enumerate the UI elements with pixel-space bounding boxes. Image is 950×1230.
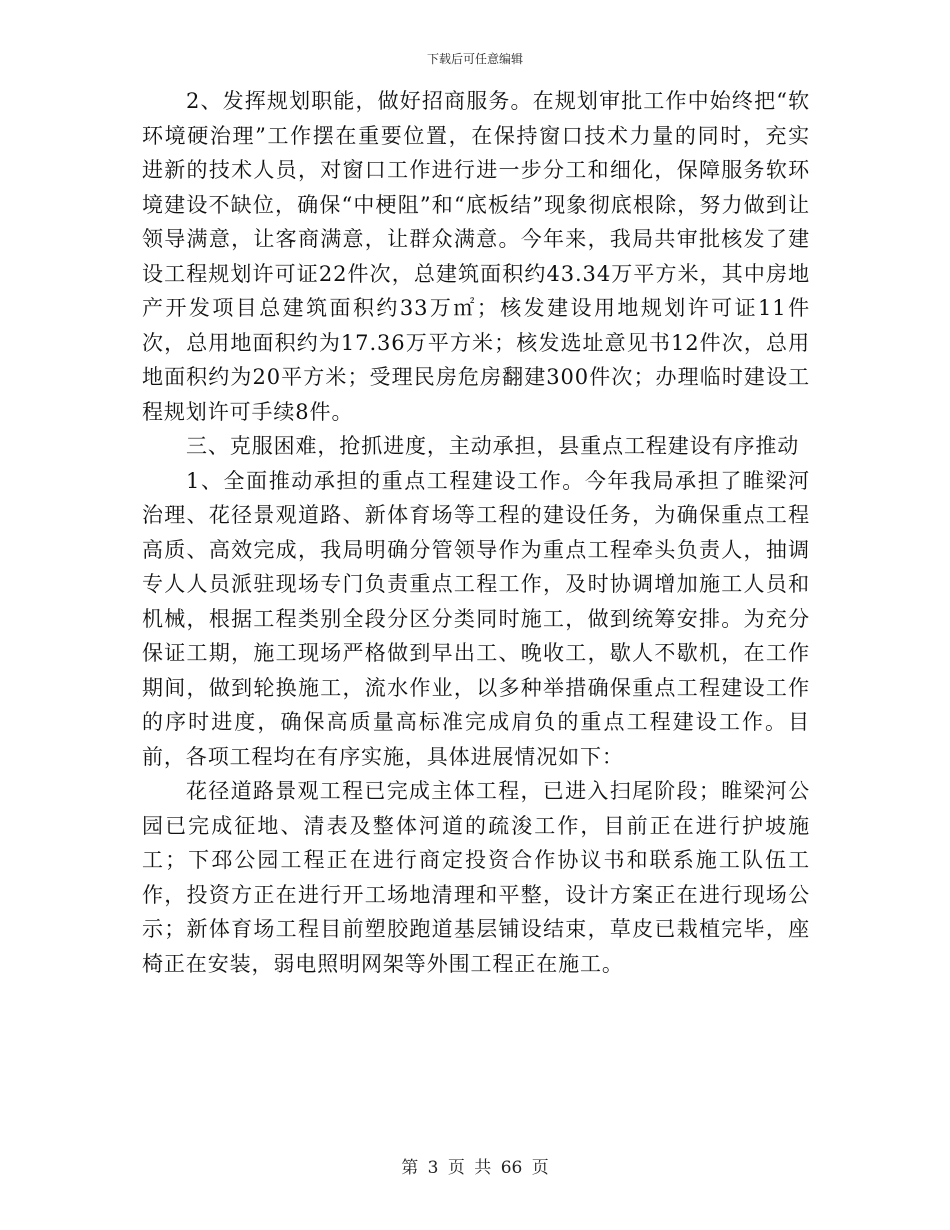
section-heading-key-projects: 三、克服困难，抢抓进度，主动承担，县重点工程建设有序推动 (186, 434, 800, 458)
paragraph-key-projects: 1、全面推动承担的重点工程建设工作。今年我局承担了睢梁河治理、花径景观道路、新体育场等工程的建设任务，为确保重点工程高质、高效完成，我局明确分管领导作为重点工程牵头负责人，抽调专人人员派驻现场专门负责重点工程工作，及时协调增加施工人员和机械，根据工程类别全段分区分类同时施工，做到统筹安排。为充分保证工期，施工现场严格做到早出工、晚收工，歇人不歇机，在工作期间，做到轮换施工，流水作业，以多种举措确保重点工程建设工作的序时进度，确保高质量高标准完成肩负的重点工程建设工作。目前，各项工程均在有序实施，具体进展情况如下： (142, 468, 810, 769)
paragraph-progress-details: 花径道路景观工程已完成主体工程，已进入扫尾阶段；睢梁河公园已完成征地、清表及整体河道的疏浚工作，目前正在进行护坡施工；下邳公园工程正在进行商定投资合作协议书和联系施工队伍工作，投资方正在进行开工场地清理和平整，设计方案正在进行现场公示；新体育场工程目前塑胶跑道基层铺设结束，草皮已栽植完毕，座椅正在安装，弱电照明网架等外围工程正在施工。 (142, 779, 810, 976)
page-number: 第 3 页 共 66 页 (401, 1158, 549, 1178)
paragraph-planning-services: 2、发挥规划职能，做好招商服务。在规划审批工作中始终把“软环境硬治理”工作摆在重要位置，在保持窗口技术力量的同时，充实进新的技术人员，对窗口工作进行进一步分工和细化，保障服务软环境建设不缺位，确保“中梗阻”和“底板结”现象彻底根除，努力做到让领导满意，让客商满意，让群众满意。今年来，我局共审批核发了建设工程规划许可证22件次，总建筑面积约43.34万平方米，其中房地产开发项目总建筑面积约33万㎡；核发建设用地规划许可证11件次，总用地面积约为17.36万平方米；核发选址意见书12件次，总用地面积约为20平方米；受理民房危房翻建300件次；办理临时建设工程规划许可手续8件。 (142, 89, 810, 424)
page-header-note: 下载后可任意编辑 (426, 52, 523, 66)
document-body (142, 84, 810, 981)
